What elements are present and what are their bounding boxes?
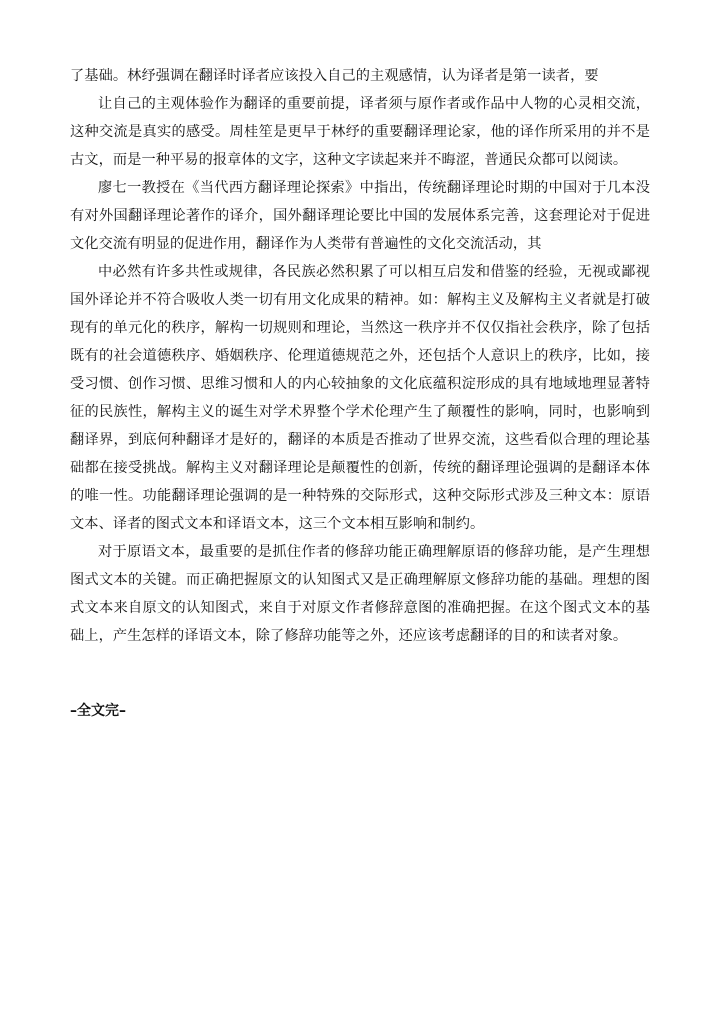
paragraph-1: 了基础。林纾强调在翻译时译者应该投入自己的主观感情，认为译者是第一读者，要 [70,68,599,84]
document-body [70,62,650,650]
paragraph-2: 让自己的主观体验作为翻译的重要前提，译者须与原作者或作品中人物的心灵相交流，这种交流是真实的感受。周桂笙是更早于林纾的重要翻译理论家，他的译作所采用的并不是古文，而是一种平易的报章体的文字，这种文字读起来并不晦涩，普通民众都可以阅读。 [70,96,650,168]
paragraph-3: 廖七一教授在《当代西方翻译理论探索》中指出，传统翻译理论时期的中国对于几本没有对外国翻译理论著作的译介，国外翻译理论要比中国的发展体系完善，这套理论对于促进文化交流有明显的促进作用，翻译作为人类带有普遍性的文化交流活动，其 [70,180,650,252]
paragraph-5: 对于原语文本，最重要的是抓住作者的修辞功能正确理解原语的修辞功能，是产生理想图式文本的关键。而正确把握原文的认知图式又是正确理解原文修辞功能的基础。理想的图式文本来自原文的认知图式，来自于对原文作者修辞意图的准确把握。在这个图式文本的基础上，产生怎样的译语文本，除了修辞功能等之外，还应该考虑翻译的目的和读者对象。 [70,544,650,644]
end-of-document-mark: –全文完– [70,703,126,719]
paragraph-4: 中必然有许多共性或规律，各民族必然积累了可以相互启发和借鉴的经验，无视或鄙视国外译论并不符合吸收人类一切有用文化成果的精神。如：解构主义及解构主义者就是打破现有的单元化的秩序，解构一切规则和理论，当然这一秩序并不仅仅指社会秩序，除了包括既有的社会道德秩序、婚姻秩序、伦理道德规范之外，还包括个人意识上的秩序，比如，接受习惯、创作习惯、思维习惯和人的内心较抽象的文化底蕴积淀形成的具有地域地理显著特征的民族性，解构主义的诞生对学术界整个学术伦理产生了颠覆性的影响，同时，也影响到翻译界，到底何种翻译才是好的，翻译的本质是否推动了世界交流，这些看似合理的理论基础都在接受挑战。解构主义对翻译理论是颠覆性的创新，传统的翻译理论强调的是翻译本体的唯一性。功能翻译理论强调的是一种特殊的交际形式，这种交际形式涉及三种文本：原语文本、译者的图式文本和译语文本，这三个文本相互影响和制约。 [70,264,650,532]
